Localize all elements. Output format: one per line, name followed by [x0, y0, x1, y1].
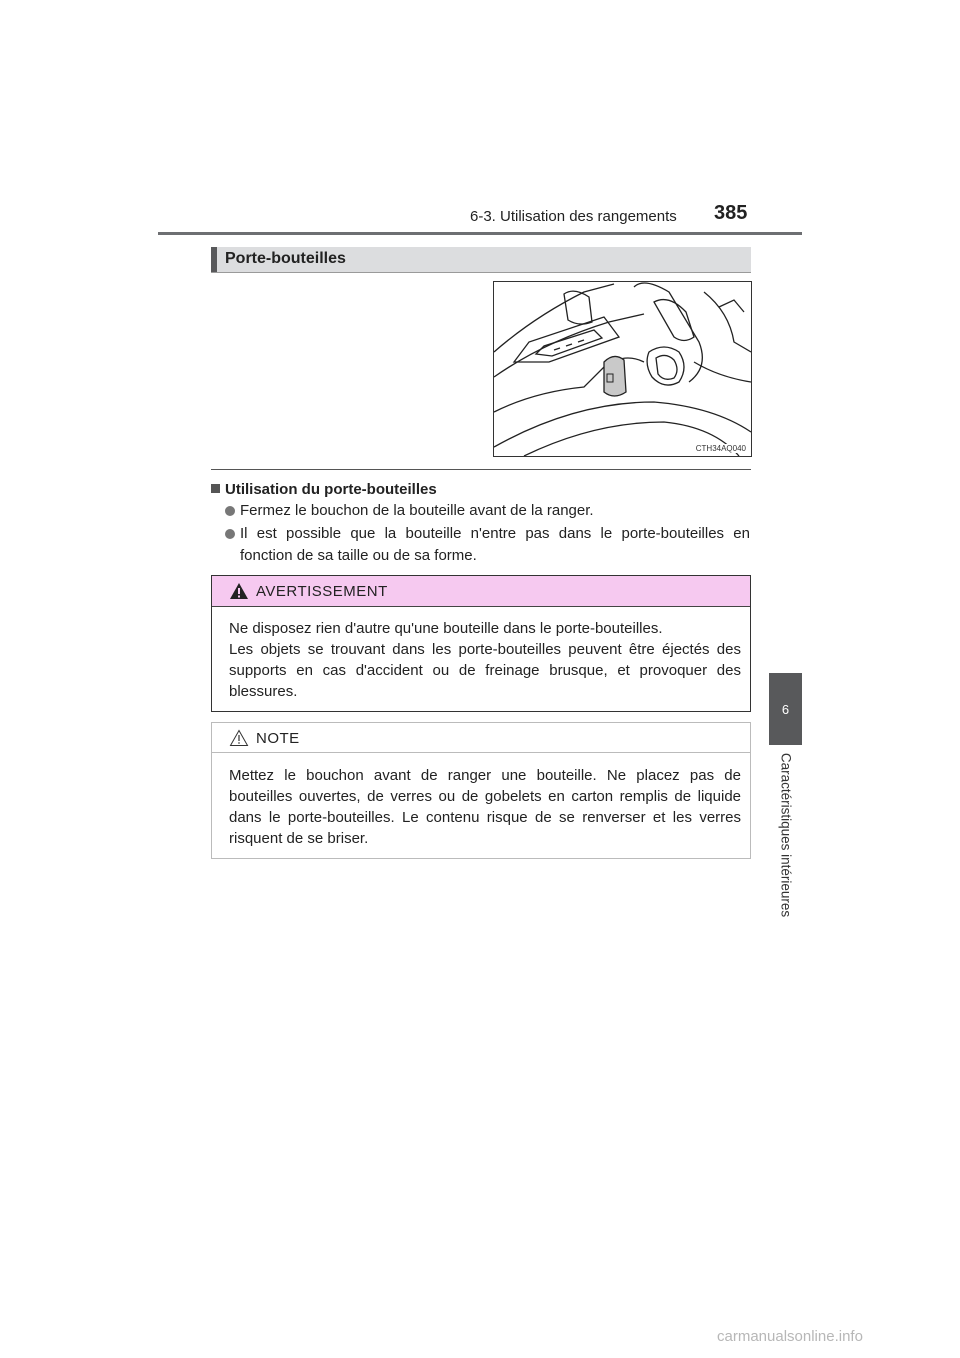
- note-body: Mettez le bouchon avant de ranger une bouteille. Ne placez pas de bouteilles ouvertes, de verres ou de gobelets en carton remplis de liquide dans le porte-bouteilles. Le contenu risque de se renverser et les verres risquent de se briser.: [229, 767, 741, 847]
- warning-body: [229, 618, 741, 702]
- bullet-dot-icon: [225, 506, 235, 516]
- chapter-tab[interactable]: [769, 673, 802, 745]
- warning-line-1: Ne disposez rien d'autre qu'une bouteille dans le porte-bouteilles.: [229, 620, 663, 637]
- square-bullet-icon: [211, 484, 220, 493]
- list-item: [225, 523, 750, 567]
- usage-heading: [211, 481, 437, 498]
- warning-title: AVERTISSEMENT: [256, 583, 388, 600]
- warning-triangle-outline-icon: [229, 729, 249, 747]
- warning-header: [212, 576, 750, 607]
- chapter-side-label: [775, 745, 797, 925]
- header-section-title: 6-3. Utilisation des rangements: [470, 208, 677, 225]
- note-header: [212, 723, 750, 753]
- warning-line-2: Les objets se trouvant dans les porte-bouteilles peuvent être éjectés des supports en cas d'accident ou de freinage brusque, et provoquer des blessures.: [229, 641, 741, 700]
- section-header-bar: [211, 247, 217, 272]
- car-interior-drawing: [494, 282, 751, 456]
- list-item: [225, 500, 750, 522]
- section-divider: [211, 469, 751, 470]
- watermark: carmanualsonline.info: [717, 1328, 863, 1345]
- chapter-label-text: Caractéristiques intérieures: [778, 752, 794, 918]
- note-title: NOTE: [256, 730, 300, 747]
- illustration-code: CTH34AQ040: [695, 444, 746, 453]
- chapter-number: 6: [781, 701, 790, 717]
- bullet-dot-icon: [225, 529, 235, 539]
- list-item-text: Fermez le bouchon de la bouteille avant de la ranger.: [240, 502, 594, 519]
- warning-box: [211, 575, 751, 712]
- bottle-holder-illustration: [493, 281, 752, 457]
- usage-heading-text: Utilisation du porte-bouteilles: [225, 481, 437, 498]
- page-number: 385: [714, 202, 748, 224]
- note-box: [211, 722, 751, 859]
- list-item-text: Il est possible que la bouteille n'entre pas dans le porte-bouteilles en fonction de sa taille ou de sa forme.: [240, 525, 750, 564]
- section-title: Porte-bouteilles: [225, 250, 346, 267]
- header-rule: [158, 232, 802, 235]
- section-header: [211, 247, 751, 273]
- warning-triangle-filled-icon: [229, 582, 249, 600]
